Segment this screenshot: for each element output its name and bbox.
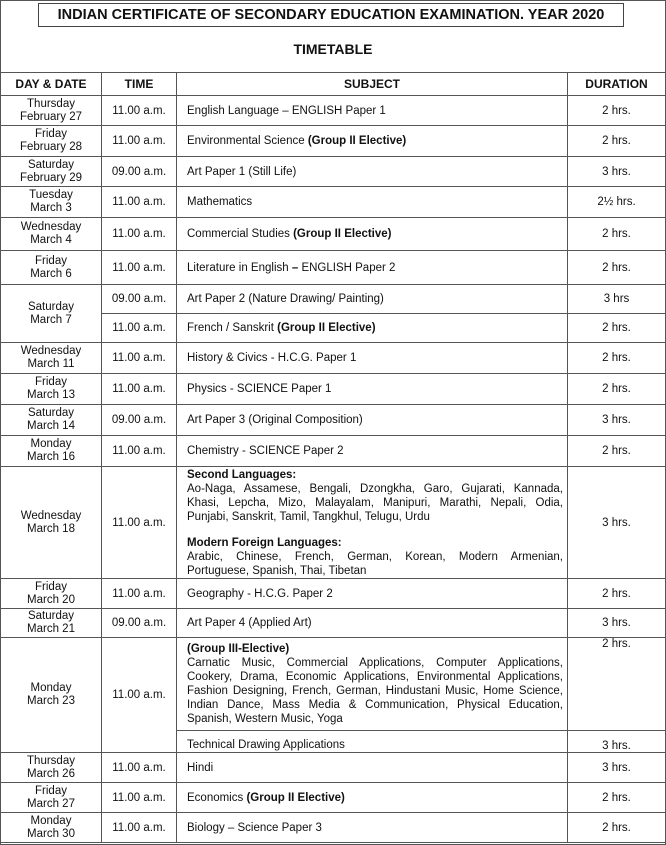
subject-cell (177, 467, 568, 579)
subject-text: Ao-Naga, Assamese, Bengali, Dzongkha, Garo, Gujarati, Kannada, Khasi, Lepcha, Mizo, Malayalam, Manipuri, Marathi, Nepali, Odia, Punjabi, Sanskrit, Tamil, Tangkhul, Telugu, Urdu (187, 482, 563, 523)
subject-cell (177, 609, 568, 638)
subject-cell (177, 405, 568, 436)
date: February 29 (19, 171, 82, 184)
subject-text: History & Civics - H.C.G. Paper 1 (187, 352, 357, 364)
day-name: Thursday (27, 754, 75, 767)
document-subtitle: TIMETABLE (293, 41, 373, 57)
date: February 27 (19, 110, 82, 123)
subject-cell (177, 285, 568, 314)
subject-text: Literature in English (187, 261, 292, 274)
header-row (1, 73, 666, 96)
subject-cell (177, 187, 568, 218)
date: March 30 (27, 827, 75, 840)
date: March 20 (27, 593, 75, 606)
day-date-cell (1, 753, 102, 783)
subject-cell (177, 579, 568, 609)
day-date-cell (1, 467, 102, 579)
table-row (1, 285, 666, 314)
table-row (1, 467, 666, 579)
subject-cell (177, 251, 568, 285)
time-cell: 11.00 a.m. (102, 783, 177, 813)
subject-text: Mathematics (187, 196, 253, 208)
day-date-cell (1, 405, 102, 436)
day-date-cell (1, 251, 102, 285)
subject-text: Economics (187, 791, 247, 804)
subject-text: Geography - H.C.G. Paper 2 (187, 587, 333, 600)
subject-cell (177, 157, 568, 187)
duration-cell: 2 hrs. (568, 374, 666, 405)
duration-cell: 2 hrs. (568, 579, 666, 609)
time-cell: 11.00 a.m. (102, 374, 177, 405)
day-date-cell (1, 579, 102, 609)
subject-text: Art Paper 1 (Still Life) (187, 165, 297, 178)
duration-cell: 2 hrs. (568, 218, 666, 251)
day-name: Friday (35, 376, 67, 388)
subject-cell (177, 218, 568, 251)
timetable-table (0, 72, 666, 843)
day-name: Thursday (27, 97, 75, 110)
date: March 4 (30, 234, 72, 246)
table-row (1, 405, 666, 436)
day-date-cell (1, 638, 102, 753)
subject-cell (177, 436, 568, 467)
time-cell: 11.00 a.m. (102, 187, 177, 218)
table-row (1, 126, 666, 157)
day-name: Wednesday (20, 509, 82, 522)
day-name: Wednesday (20, 345, 82, 357)
time-cell: 11.00 a.m. (102, 436, 177, 467)
time-cell: 11.00 a.m. (102, 314, 177, 343)
day-date-cell (1, 126, 102, 157)
subject-text: English Language – ENGLISH Paper 1 (187, 104, 386, 117)
time-cell: 11.00 a.m. (102, 638, 177, 753)
time-cell: 09.00 a.m. (102, 285, 177, 314)
subject-text: Art Paper 3 (Original Composition) (187, 414, 363, 426)
date: February 28 (19, 141, 82, 153)
day-name: Saturday (27, 300, 75, 313)
duration-cell: 2 hrs. (568, 96, 666, 126)
duration-cell: 3 hrs. (568, 753, 666, 783)
time-cell: 09.00 a.m. (102, 609, 177, 638)
time-cell: 11.00 a.m. (102, 467, 177, 579)
duration-cell: 3 hrs. (568, 731, 666, 753)
subject-text: Hindi (187, 761, 214, 774)
subject-cell (177, 374, 568, 405)
document-title: INDIAN CERTIFICATE OF SECONDARY EDUCATION EXAMINATION. YEAR 2020 (38, 3, 624, 27)
subject-text: Art Paper 4 (Applied Art) (187, 617, 312, 629)
table-row (1, 187, 666, 218)
subject-cell (177, 753, 568, 783)
day-name: Tuesday (29, 189, 73, 201)
header-duration: DURATION (568, 73, 666, 96)
subject-bold-text: – (291, 261, 299, 274)
date: March 13 (27, 389, 75, 401)
subject-cell (177, 126, 568, 157)
time-cell: 11.00 a.m. (102, 753, 177, 783)
duration-cell: 2 hrs. (568, 126, 666, 157)
subject-bold-text: (Group II Elective) (293, 228, 392, 240)
time-cell: 11.00 a.m. (102, 813, 177, 843)
table-row (1, 783, 666, 813)
table-row (1, 157, 666, 187)
subject-cell (177, 638, 568, 731)
table-row (1, 638, 666, 731)
subject-cell (177, 343, 568, 374)
duration-cell: 2 hrs. (568, 251, 666, 285)
duration-cell: 3 hrs. (568, 609, 666, 638)
duration-cell: 2 hrs. (568, 783, 666, 813)
day-date-cell (1, 783, 102, 813)
table-row (1, 436, 666, 467)
date: March 18 (27, 522, 75, 535)
table-row (1, 579, 666, 609)
day-name: Friday (35, 784, 67, 797)
subject-text: ENGLISH Paper 2 (298, 261, 396, 274)
time-cell: 11.00 a.m. (102, 579, 177, 609)
table-row (1, 96, 666, 126)
duration-cell: 3 hrs. (568, 467, 666, 579)
date: March 11 (27, 358, 75, 370)
day-name: Friday (35, 254, 67, 267)
subject-cell (177, 314, 568, 343)
header-time: TIME (102, 73, 177, 96)
day-date-cell (1, 96, 102, 126)
day-name: Saturday (27, 610, 75, 622)
table-row (1, 251, 666, 285)
duration-cell: 3 hrs (568, 285, 666, 314)
subject-bold-text: (Group III-Elective) (187, 643, 290, 655)
day-name: Monday (30, 438, 72, 450)
day-date-cell (1, 285, 102, 343)
subject-cell (177, 731, 568, 753)
subject-cell (177, 96, 568, 126)
header-day-date: DAY & DATE (1, 73, 102, 96)
subject-text: Commercial Studies (187, 228, 294, 240)
duration-cell: 2 hrs. (568, 314, 666, 343)
duration-cell: 2 hrs. (568, 813, 666, 843)
day-name: Saturday (27, 158, 75, 171)
day-date-cell (1, 187, 102, 218)
date: March 3 (30, 202, 72, 214)
subject-bold-text: Modern Foreign Languages: (187, 536, 342, 549)
duration-cell: 2 hrs. (568, 343, 666, 374)
duration-cell: 2 hrs. (568, 638, 666, 731)
subject-cell (177, 783, 568, 813)
date: March 6 (30, 267, 72, 280)
day-name: Saturday (27, 407, 75, 419)
table-row (1, 609, 666, 638)
subject-text: Carnatic Music, Commercial Applications, Computer Applications, Cookery, Drama, Economic Applications, Environmental Applications, Fashion Designing, French, German, Hindustani Music, Home Science, Indian Dance, Mass Media & Communication, Physical Education, Spanish, Western Music, Yoga (187, 657, 563, 725)
time-cell: 09.00 a.m. (102, 405, 177, 436)
subject-text: Biology – Science Paper 3 (187, 821, 322, 834)
time-cell: 11.00 a.m. (102, 218, 177, 251)
table-row (1, 813, 666, 843)
subject-cell (177, 813, 568, 843)
duration-cell: 3 hrs. (568, 405, 666, 436)
day-date-cell (1, 609, 102, 638)
time-cell: 11.00 a.m. (102, 251, 177, 285)
day-name: Wednesday (20, 221, 82, 233)
time-cell: 09.00 a.m. (102, 157, 177, 187)
spacer (187, 524, 563, 536)
subject-bold-text: (Group II Elective) (307, 135, 407, 147)
time-cell: 11.00 a.m. (102, 126, 177, 157)
date: March 14 (27, 420, 75, 432)
day-date-cell (1, 157, 102, 187)
day-date-cell (1, 436, 102, 467)
subject-text: Art Paper 2 (Nature Drawing/ Painting) (187, 293, 384, 305)
day-date-cell (1, 343, 102, 374)
day-name: Friday (35, 580, 67, 593)
date: March 27 (27, 797, 75, 810)
time-cell: 11.00 a.m. (102, 96, 177, 126)
day-date-cell (1, 374, 102, 405)
day-date-cell (1, 813, 102, 843)
date: March 21 (27, 623, 75, 635)
table-row (1, 343, 666, 374)
time-cell: 11.00 a.m. (102, 343, 177, 374)
duration-cell: 2½ hrs. (568, 187, 666, 218)
subject-bold-text: (Group II Elective) (246, 791, 345, 804)
table-row (1, 218, 666, 251)
day-date-cell (1, 218, 102, 251)
day-name: Friday (35, 128, 67, 140)
subject-text: Arabic, Chinese, French, German, Korean, Modern Armenian, Portuguese, Spanish, Thai, Tibetan (187, 550, 563, 577)
date: March 26 (27, 767, 75, 780)
subject-bold-text: Second Languages: (187, 468, 297, 481)
date: March 7 (30, 313, 72, 326)
subject-bold-text: (Group II Elective) (277, 322, 376, 334)
subject-text: Environmental Science (187, 135, 308, 147)
duration-cell: 3 hrs. (568, 157, 666, 187)
table-row (1, 374, 666, 405)
subject-text: French / Sanskrit (187, 322, 278, 334)
header-subject: SUBJECT (177, 73, 568, 96)
date: March 23 (27, 695, 75, 707)
day-name: Monday (30, 814, 72, 827)
subject-text: Chemistry - SCIENCE Paper 2 (187, 445, 344, 457)
subject-text: Physics - SCIENCE Paper 1 (187, 383, 332, 395)
day-name: Monday (30, 682, 72, 694)
date: March 16 (27, 451, 75, 463)
subject-text: Technical Drawing Applications (187, 739, 345, 751)
duration-cell: 2 hrs. (568, 436, 666, 467)
table-row (1, 753, 666, 783)
